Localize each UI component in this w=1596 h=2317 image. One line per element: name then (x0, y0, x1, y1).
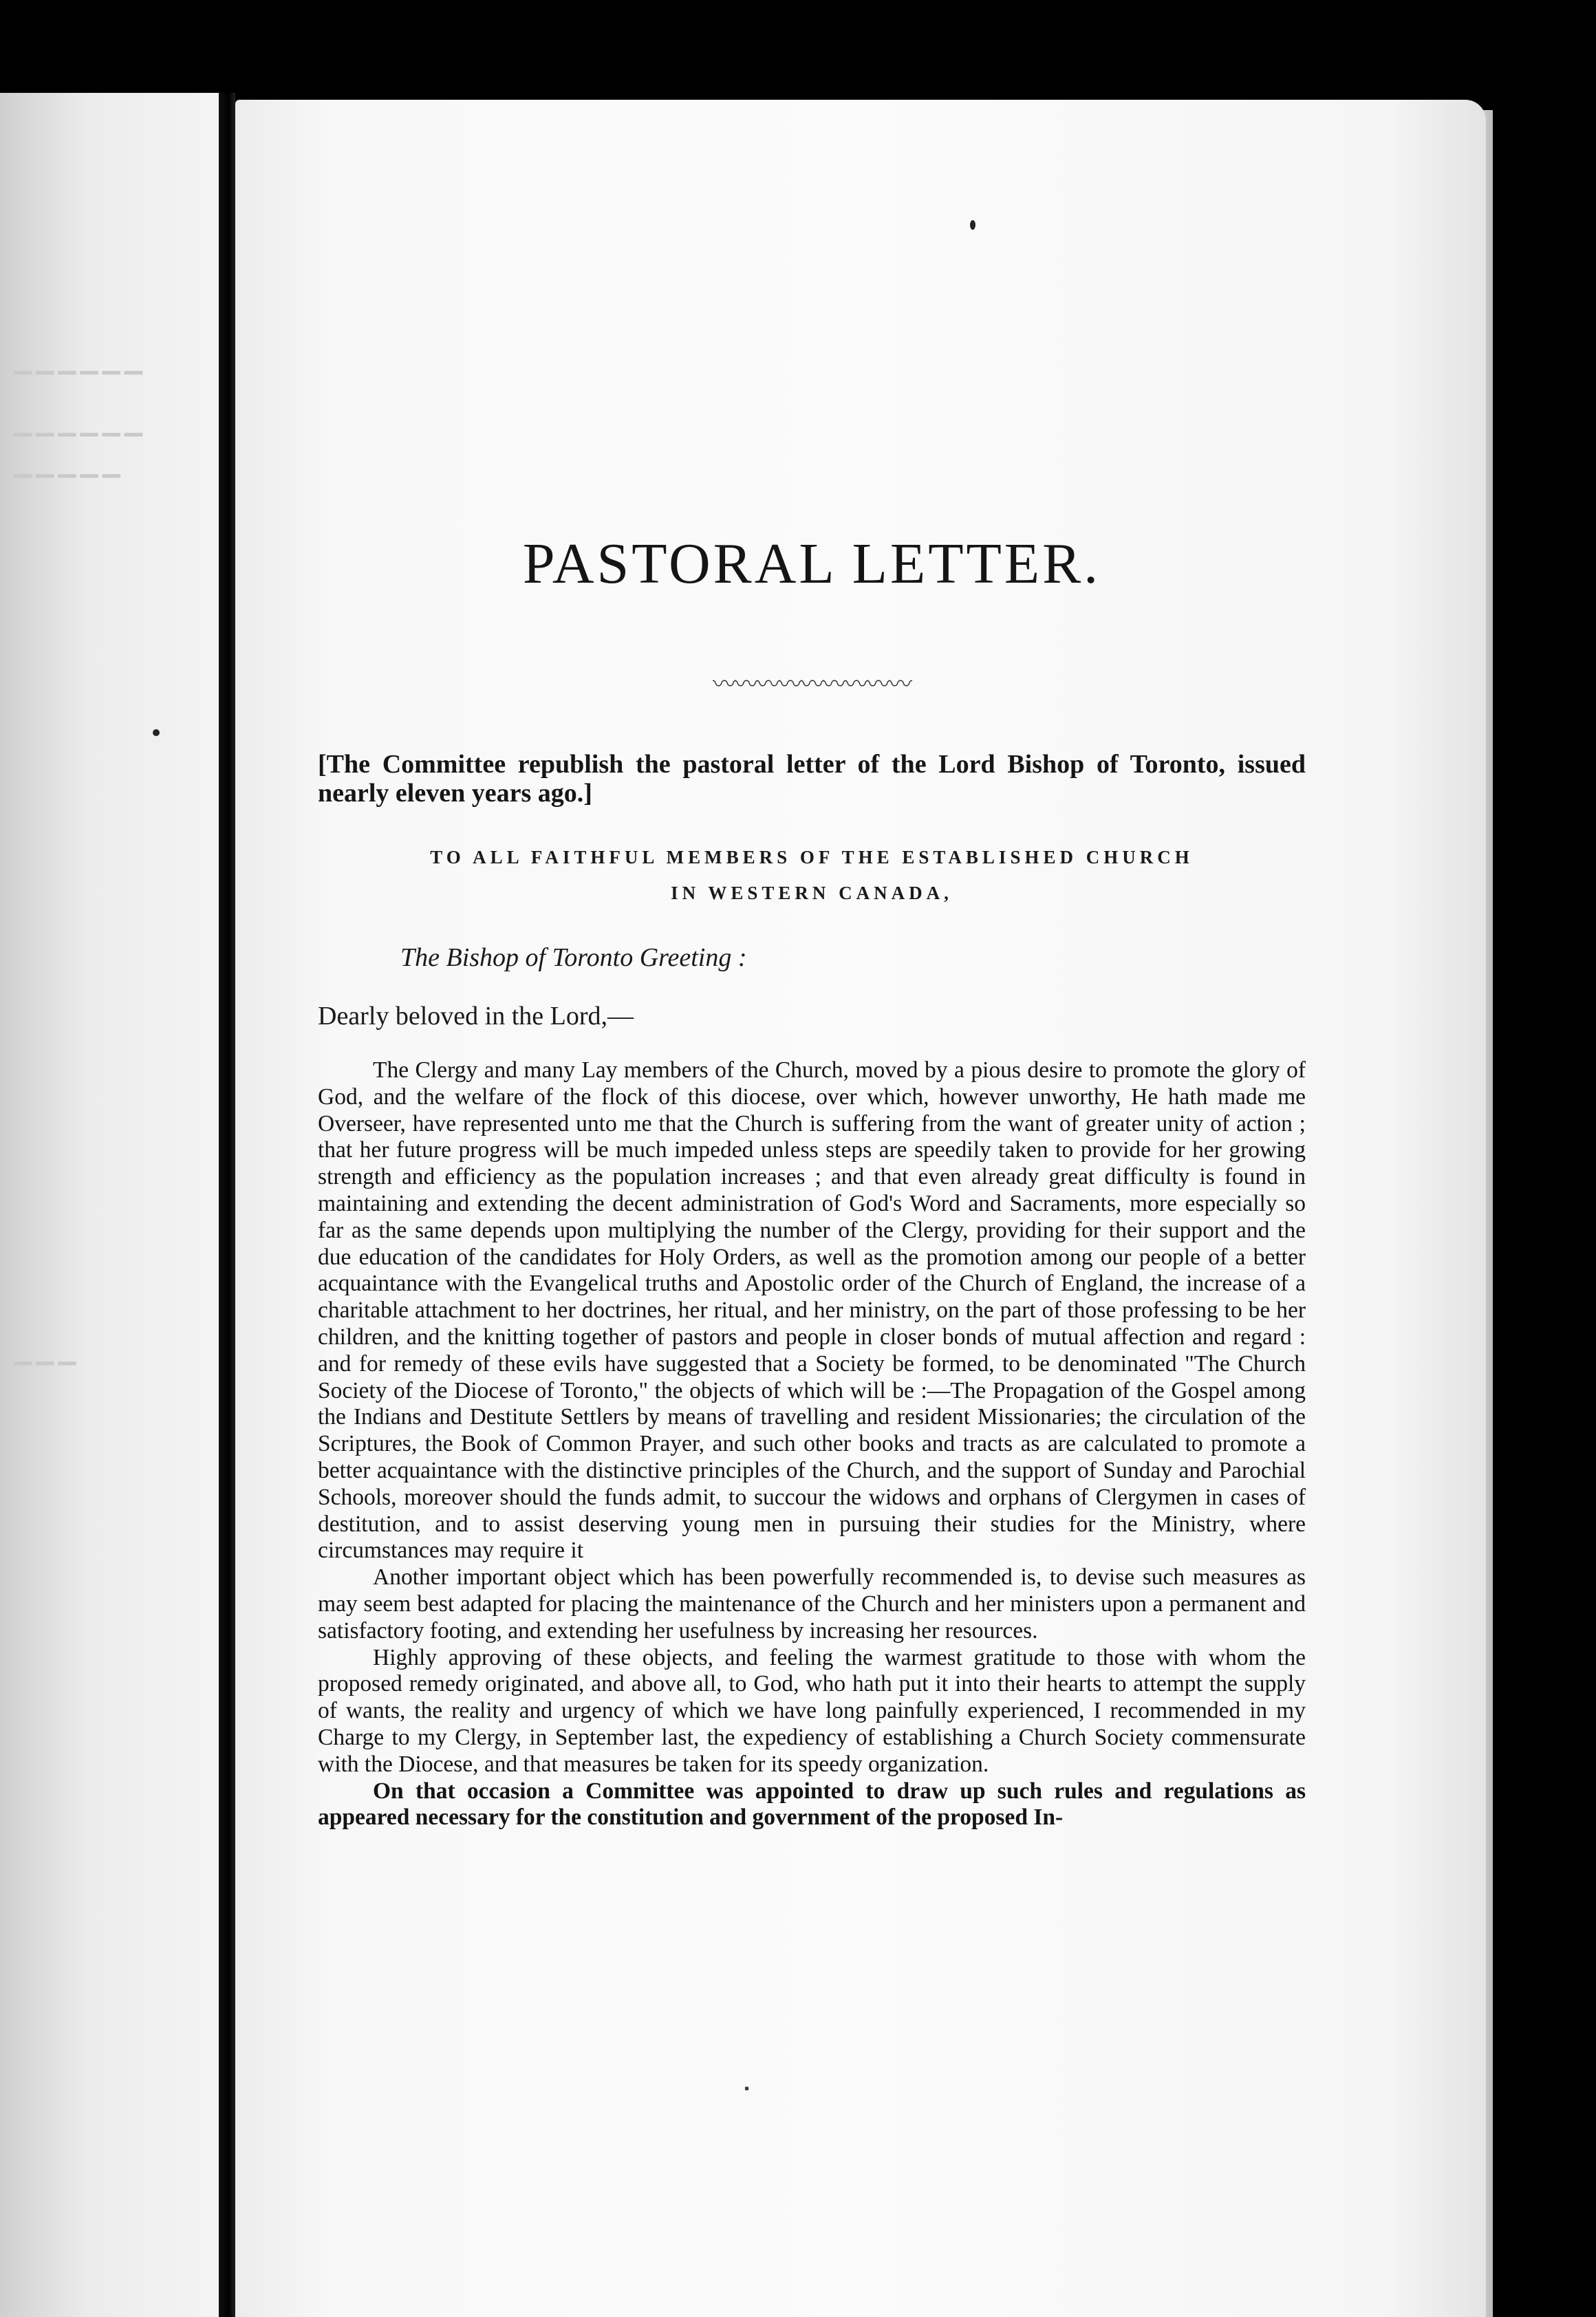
salutation: Dearly beloved in the Lord,— (318, 1002, 634, 1031)
facing-page-bleed-through: ▔▔▔▔▔▔ (14, 373, 147, 398)
book-spine (219, 93, 235, 2317)
paragraph: Another important object which has been powerfully recommended is, to devise such measures as may seem best adapted for placing the maintenance of the Church and her ministers upon a permanent and satisfactory footing, and extending her usefulness by increasing her resources. (318, 1564, 1306, 1644)
paragraph: Highly approving of these objects, and feeling the warmest gratitude to those with whom the proposed remedy originated, and above all, to God, who hath put it into their hearts to attempt the supply of wants, the reality and urgency of which we have long painfully experienced, I recommended in my Charge to my Clergy, in September last, the expediency of establishing a Church Society commensurate with the Diocese, and that measures be taken for its speedy organization. (318, 1644, 1306, 1777)
intro-note: [The Committee republish the pastoral letter of the Lord Bishop of Toronto, issued nearly eleven years ago.] (318, 750, 1306, 808)
paragraph: On that occasion a Committee was appointed to draw up such rules and regulations as appeared necessary for the constitution and government of the proposed In- (318, 1778, 1306, 1831)
greeting: The Bishop of Toronto Greeting : (400, 943, 747, 972)
facing-page-bleed-through: ▁▁▁▁▁ (14, 452, 125, 477)
document-page (235, 100, 1486, 2317)
ink-speck (970, 220, 975, 230)
title-ornament: 〰〰〰〰〰〰〰〰〰 (713, 672, 911, 698)
paragraph: The Clergy and many Lay members of the Church, moved by a pious desire to promote the glory of God, and the welfare of the flock of this diocese, over which, however unworthy, He hath made me Overseer, have represented unto me that the Church is suffering from the want of greater unity of action ; that her future progress will be much impeded unless steps are speedily taken to provide for her growing strength and efficiency as the population increases ; and that even already great difficulty is found in maintaining and extending the decent administration of God's Word and Sacraments, more especially so far as the same depends upon multiplying the number of the Clergy, providing for their support and the due education of the candidates for Holy Orders, as well as the promotion among our people of a better acquaintance with the Evangelical truths and Apostolic order of the Church of England, the increase of a charitable attachment to her doctrines, her ritual, and her ministry, on the part of those professing to be her children, and the knitting together of pastors and people in closer bonds of mutual affection and regard : and for remedy of these evils have suggested that a Society be formed, to be denominated "The Church Society of the Diocese of Toronto," the objects of which will be :—The Propagation of the Gospel among the Indians and Destitute Settlers by means of travelling and resident Missionaries; the circulation of the Scriptures, the Book of Common Prayer, and such other books and tracts as are calculated to promote a better acquaintance with the distinctive principles of the Church, and the support of Sunday and Parochial Schools, moreover should the funds admit, to succour the widows and orphans of Clergymen in cases of destitution, and to assist deserving young men in pursuing their studies for the Ministry, where circumstances may require it (318, 1057, 1306, 1564)
address-line-1: TO ALL FAITHFUL MEMBERS OF THE ESTABLISHED CHURCH (430, 847, 1194, 867)
page-title: PASTORAL LETTER. (522, 532, 1101, 596)
facing-page-bleed-through: ▁▁▁ (14, 1339, 80, 1365)
page-mark: ▪ (744, 2081, 750, 2096)
address-line-2: IN WESTERN CANADA, (671, 883, 953, 903)
facing-page (0, 93, 219, 2317)
ink-speck (153, 729, 160, 736)
letter-body (318, 1057, 1306, 1831)
facing-page-bleed-through: ▁▁▁▁▁▁ (14, 411, 147, 436)
address-block (318, 839, 1306, 911)
